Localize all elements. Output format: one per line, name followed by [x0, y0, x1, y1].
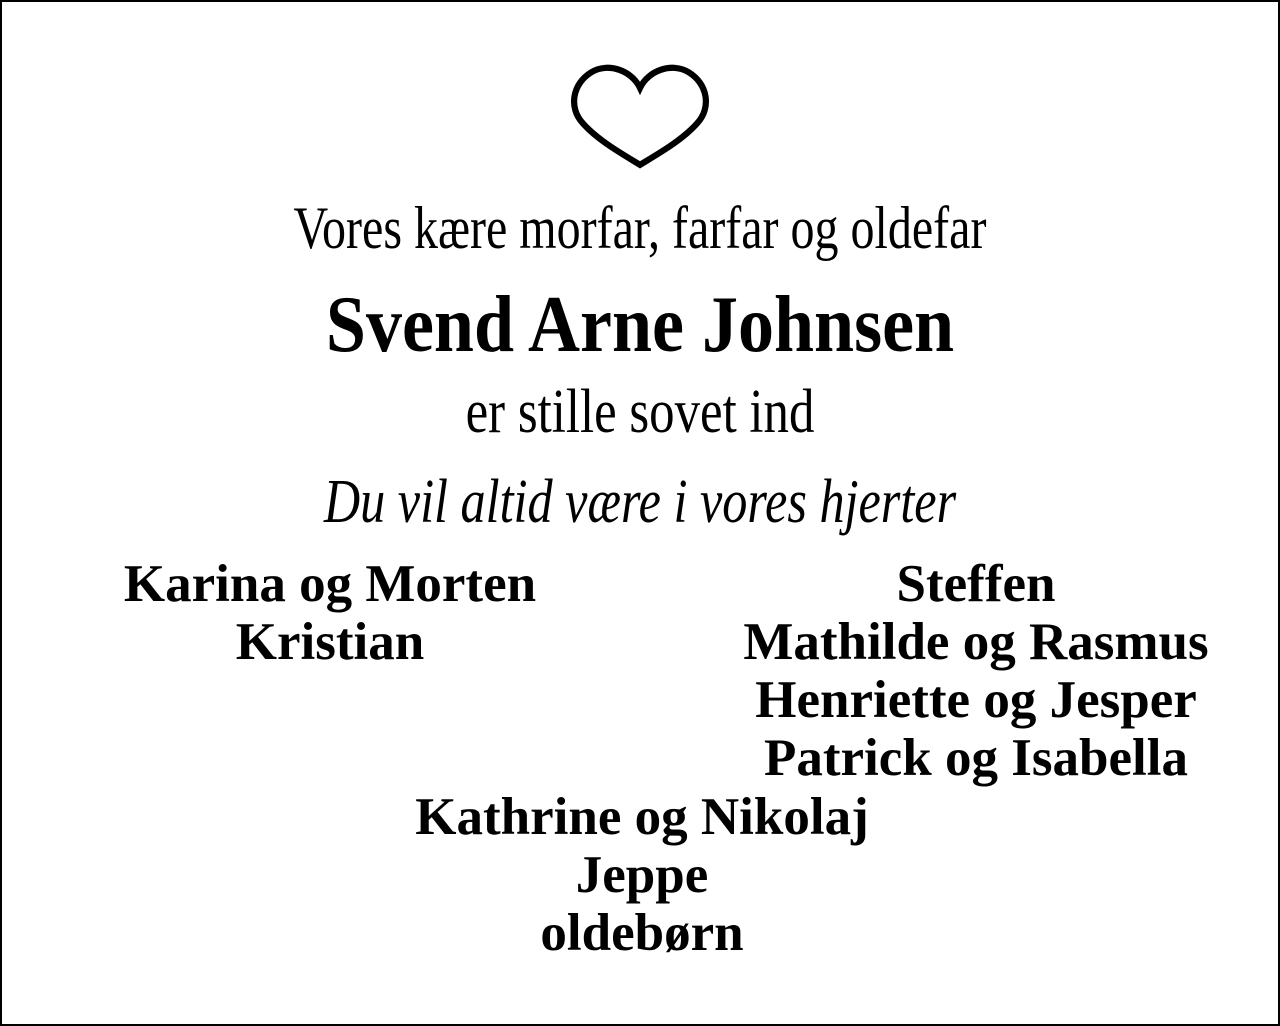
- passed-away-line: er stille sovet ind: [465, 378, 815, 446]
- deceased-name: Svend Arne Johnsen: [325, 281, 955, 369]
- mourners-left-column: [2, 555, 658, 671]
- intro-line: Vores kære morfar, farfar og oldefar: [293, 195, 987, 261]
- heart-icon-container: [2, 63, 1278, 169]
- mourner-name: Patrick og Isabella: [764, 729, 1188, 787]
- mourners-right-column: [670, 555, 1280, 787]
- mourner-name: Mathilde og Rasmus: [743, 613, 1209, 671]
- grandchildren-label: oldebørn: [540, 904, 744, 962]
- mourner-name: Karina og Morten: [123, 555, 537, 613]
- mourner-name: Kristian: [235, 613, 425, 671]
- memorial-quote-line: Du vil altid være i vores hjerter: [323, 468, 957, 536]
- mourner-name: Henriette og Jesper: [755, 671, 1197, 729]
- mourner-name: Steffen: [896, 555, 1056, 613]
- mourners-center-column: [6, 788, 1278, 962]
- heart-icon: [567, 63, 713, 169]
- mourner-name: Jeppe: [575, 846, 709, 904]
- mourner-name: Kathrine og Nikolaj: [415, 788, 869, 846]
